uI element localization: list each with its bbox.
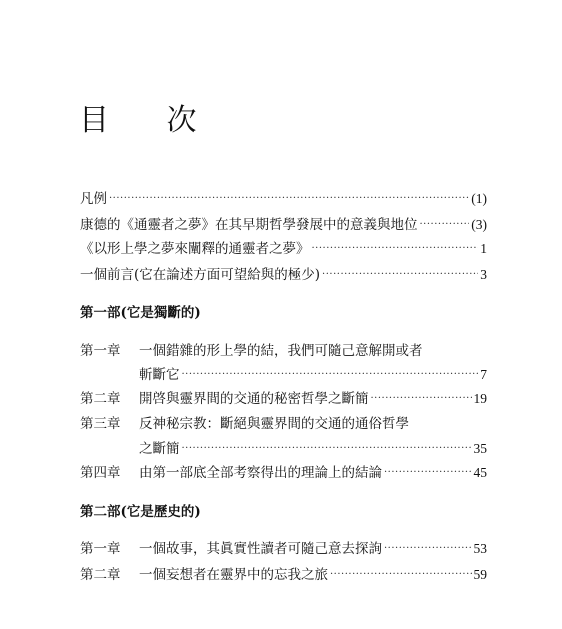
dot-leader <box>312 240 479 258</box>
dot-leader <box>330 566 472 584</box>
part-one-heading: 第一部(它是獨斷的) <box>80 305 201 321</box>
chapter-title[interactable]: 反神秘宗教：斷絕與靈界間的交通的通俗哲學 <box>139 416 409 432</box>
dot-leader <box>109 190 469 208</box>
chapter-title[interactable]: 一個錯雜的形上學的結，我們可隨己意解開或者 <box>139 343 423 359</box>
toc-page-number: 35 <box>473 441 487 456</box>
toc-page-number: (1) <box>471 191 487 206</box>
dot-leader <box>384 464 472 482</box>
toc-entry-part2-ch2[interactable] <box>139 566 487 586</box>
chapter-title: 開啓與靈界間的交通的秘密哲學之斷簡 <box>139 391 369 407</box>
chapter-number: 第三章 <box>80 416 121 432</box>
toc-entry-preface[interactable] <box>80 266 487 286</box>
chapter-title-continued: 之斷簡 <box>139 441 180 457</box>
toc-entry-part1-ch3[interactable] <box>139 440 487 460</box>
toc-page-number: (3) <box>471 217 487 232</box>
toc-entry-kant-significance[interactable] <box>80 216 487 236</box>
part-two-heading: 第二部(它是歷史的) <box>80 504 201 520</box>
chapter-number: 第二章 <box>80 567 121 583</box>
chapter-number: 第四章 <box>80 465 121 481</box>
toc-entry-label: 凡例 <box>80 191 107 207</box>
toc-page-number: 1 <box>480 241 487 256</box>
toc-entry-part2-ch1[interactable] <box>139 540 487 560</box>
toc-page-number: 59 <box>473 567 487 582</box>
toc-page-number: 45 <box>473 465 487 480</box>
toc-entry-part1-ch2[interactable] <box>139 390 487 410</box>
toc-entry-label: 康德的《通靈者之夢》在其早期哲學發展中的意義與地位 <box>80 217 418 233</box>
dot-leader <box>384 540 472 558</box>
toc-page-number: 53 <box>473 541 487 556</box>
toc-entry-label: 《以形上學之夢來闡釋的通靈者之夢》 <box>80 241 310 257</box>
toc-entry-part1-ch4[interactable] <box>139 464 487 484</box>
dot-leader <box>420 216 470 234</box>
toc-page-number: 7 <box>480 367 487 382</box>
dot-leader <box>371 390 472 408</box>
chapter-title-continued: 斬斷它 <box>139 367 180 383</box>
chapter-title: 由第一部底全部考察得出的理論上的結論 <box>139 465 382 481</box>
toc-entry-conventions[interactable] <box>80 190 487 210</box>
toc-entry-part1-ch1[interactable] <box>139 366 487 386</box>
chapter-title: 一個妄想者在靈界中的忘我之旅 <box>139 567 328 583</box>
dot-leader <box>182 366 479 384</box>
dot-leader <box>322 266 478 284</box>
page-title: 目 次 <box>79 103 221 138</box>
chapter-number: 第一章 <box>80 541 121 557</box>
toc-page-number: 19 <box>473 391 487 406</box>
chapter-number: 第一章 <box>80 343 121 359</box>
toc-entry-label: 一個前言(它在論述方面可望給與的極少) <box>80 267 321 283</box>
chapter-title: 一個故事，其眞實性讀者可隨己意去探詢 <box>139 541 382 557</box>
dot-leader <box>182 440 472 458</box>
chapter-number: 第二章 <box>80 391 121 407</box>
toc-page-number: 3 <box>480 267 487 282</box>
toc-entry-dreams-of-spirit-seer[interactable] <box>80 240 487 260</box>
